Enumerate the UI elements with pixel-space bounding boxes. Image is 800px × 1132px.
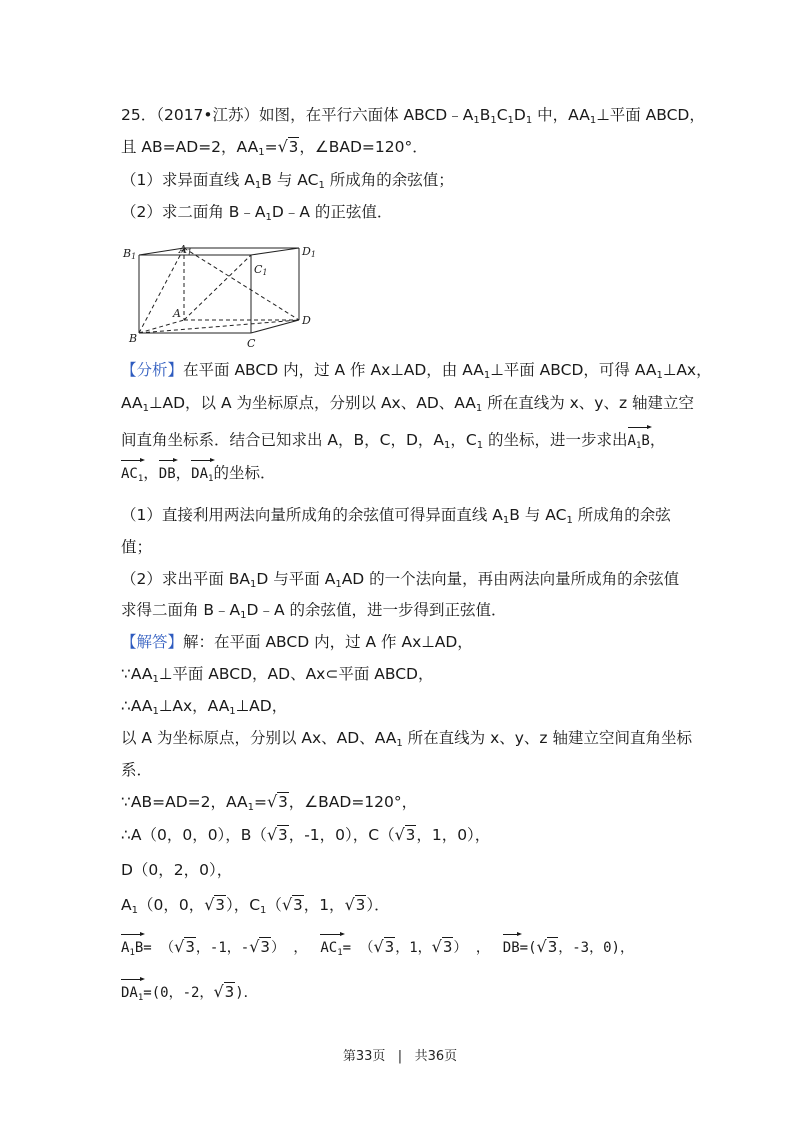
solution-line-6: ∵AB=AD=2，$AA_1=√3$，∠BAD=120°， — [121, 792, 418, 813]
vector-A1B: $A_1B$ — [121, 932, 143, 958]
sqrt-3: √3 — [373, 937, 395, 956]
sqrt-3: √3 — [249, 937, 270, 956]
vector-DA1: $DA_1$ — [121, 977, 143, 1003]
text: 25．（2017•江苏）如图，在平行六面体 ABCD﹣A — [121, 106, 474, 124]
sqrt-3: √3 — [431, 937, 453, 956]
label-C: C — [247, 337, 256, 350]
analysis-line-3: 间直角坐标系．结合已知求出 A，B，C，D，$A_1$，$C_1$ 的坐标，进一步求出 $A_1B$， — [121, 425, 665, 451]
solution-line-7: ∴A（0，0，0），B（√3，-1，0），C（√3，1，0）， — [121, 825, 491, 844]
sqrt-3: √3 — [277, 137, 299, 156]
label-C1: C1 — [254, 263, 268, 277]
analysis-part-2b: 求得二面角 $B﹣A_1D﹣A$ 的余弦值，进一步得到正弦值． — [121, 601, 507, 621]
vector-AC1: $AC_1$ — [320, 932, 342, 958]
solution-tag: 【解答】 — [121, 633, 184, 651]
sqrt-3: √3 — [204, 895, 225, 914]
problem-line-2: 且 AB=AD=2，$AA_1=√3$，∠BAD=120°． — [121, 137, 428, 158]
sqrt-3: √3 — [213, 982, 235, 1001]
solution-line-4: 以 A 为坐标原点，分别以 Ax、AD、$AA_1$ 所在直线为 x、y、z 轴建立空间直角坐标 — [121, 729, 692, 749]
page-number: 第33页 — [342, 1049, 386, 1064]
vector-DB: DB — [503, 932, 520, 958]
vector-AC1: $AC_1$ — [121, 458, 143, 484]
analysis-part-1b: 值； — [121, 538, 153, 556]
analysis-part-1: （1）直接利用两法向量所成角的余弦值可得异面直线 $A_1B$ 与 $AC_1$ 所成角的余弦 — [121, 506, 671, 526]
label-A1: A1 — [179, 245, 193, 257]
label-B1: B1 — [123, 247, 137, 261]
sqrt-3: √3 — [281, 895, 303, 914]
label-B: B — [129, 332, 138, 345]
question-1: （1）求异面直线 $A_1B$ 与 $AC_1$ 所成角的余弦值； — [121, 171, 454, 191]
sqrt-3: √3 — [344, 895, 366, 914]
solution-line-11: $DA_1=(0$，-2，√3)． — [121, 977, 258, 1003]
sqrt-3: √3 — [536, 937, 558, 956]
solution-line-2: $\because AA_1\perp$平面 ABCD，AD、Ax⊂平面 ABCD， — [121, 665, 434, 685]
parallelepiped-figure — [121, 245, 331, 350]
footer-separator: | — [397, 1049, 403, 1064]
question-2: （2）求二面角 $B﹣A_1D﹣A$ 的正弦值． — [121, 203, 393, 223]
solution-line-5: 系． — [121, 761, 153, 779]
analysis-line-2: $AA_1\perp AD$，以 A 为坐标原点，分别以 Ax、AD、$AA_1$ 所在直线为 x、y、z 轴建立空 — [121, 394, 695, 414]
label-A: A — [173, 307, 181, 320]
sqrt-3: √3 — [174, 937, 195, 956]
solution-line-9: $A_1(0$，0，√3），$C_1(√3$，1，√3）． — [121, 895, 390, 916]
vector-DB: DB — [159, 458, 176, 484]
solution-line-3: $\therefore AA_1\perp Ax$，$AA_1\perp AD$， — [121, 697, 288, 717]
solution-line-8: D（0，2，0）， — [121, 861, 233, 879]
page-total: 共36页 — [414, 1049, 458, 1064]
vector-A1B: $A_1B$ — [628, 425, 650, 451]
analysis-line-1: 【分析】在平面 ABCD 内，过 A 作 Ax⊥AD，由 $AA_1\perp$平面 ABCD，可得 $AA_1\perp Ax$， — [121, 361, 712, 381]
solution-line-1: 【解答】解：在平面 ABCD 内，过 A 作 Ax⊥AD， — [121, 633, 473, 651]
label-D1: D1 — [302, 245, 316, 259]
page-footer — [0, 1045, 800, 1064]
analysis-part-2: （2）求出平面 $BA_1D$ 与平面 $A_1AD$ 的一个法向量，再由两法向量所成角的余弦值 — [121, 570, 680, 590]
analysis-tag: 【分析】 — [121, 361, 184, 379]
sqrt-3: √3 — [266, 825, 288, 844]
sqrt-3: √3 — [267, 792, 288, 811]
label-D: D — [302, 314, 311, 327]
sqrt-3: √3 — [394, 825, 416, 844]
solution-line-10: $A_1B= (√3$，-1，-√3） ， $AC_1= (√3$，1，√3） ， DB=(√3，-3，0)， — [121, 932, 634, 958]
vector-DA1: $DA_1$ — [191, 458, 213, 484]
problem-line-1: 25．（2017•江苏）如图，在平行六面体 $ABCD﹣A_1B_1C_1D_1$ 中，$AA_1\perp$平面 ABCD， — [121, 106, 705, 126]
analysis-line-4: $AC_1$， DB， $DA_1$的坐标． — [121, 458, 275, 484]
